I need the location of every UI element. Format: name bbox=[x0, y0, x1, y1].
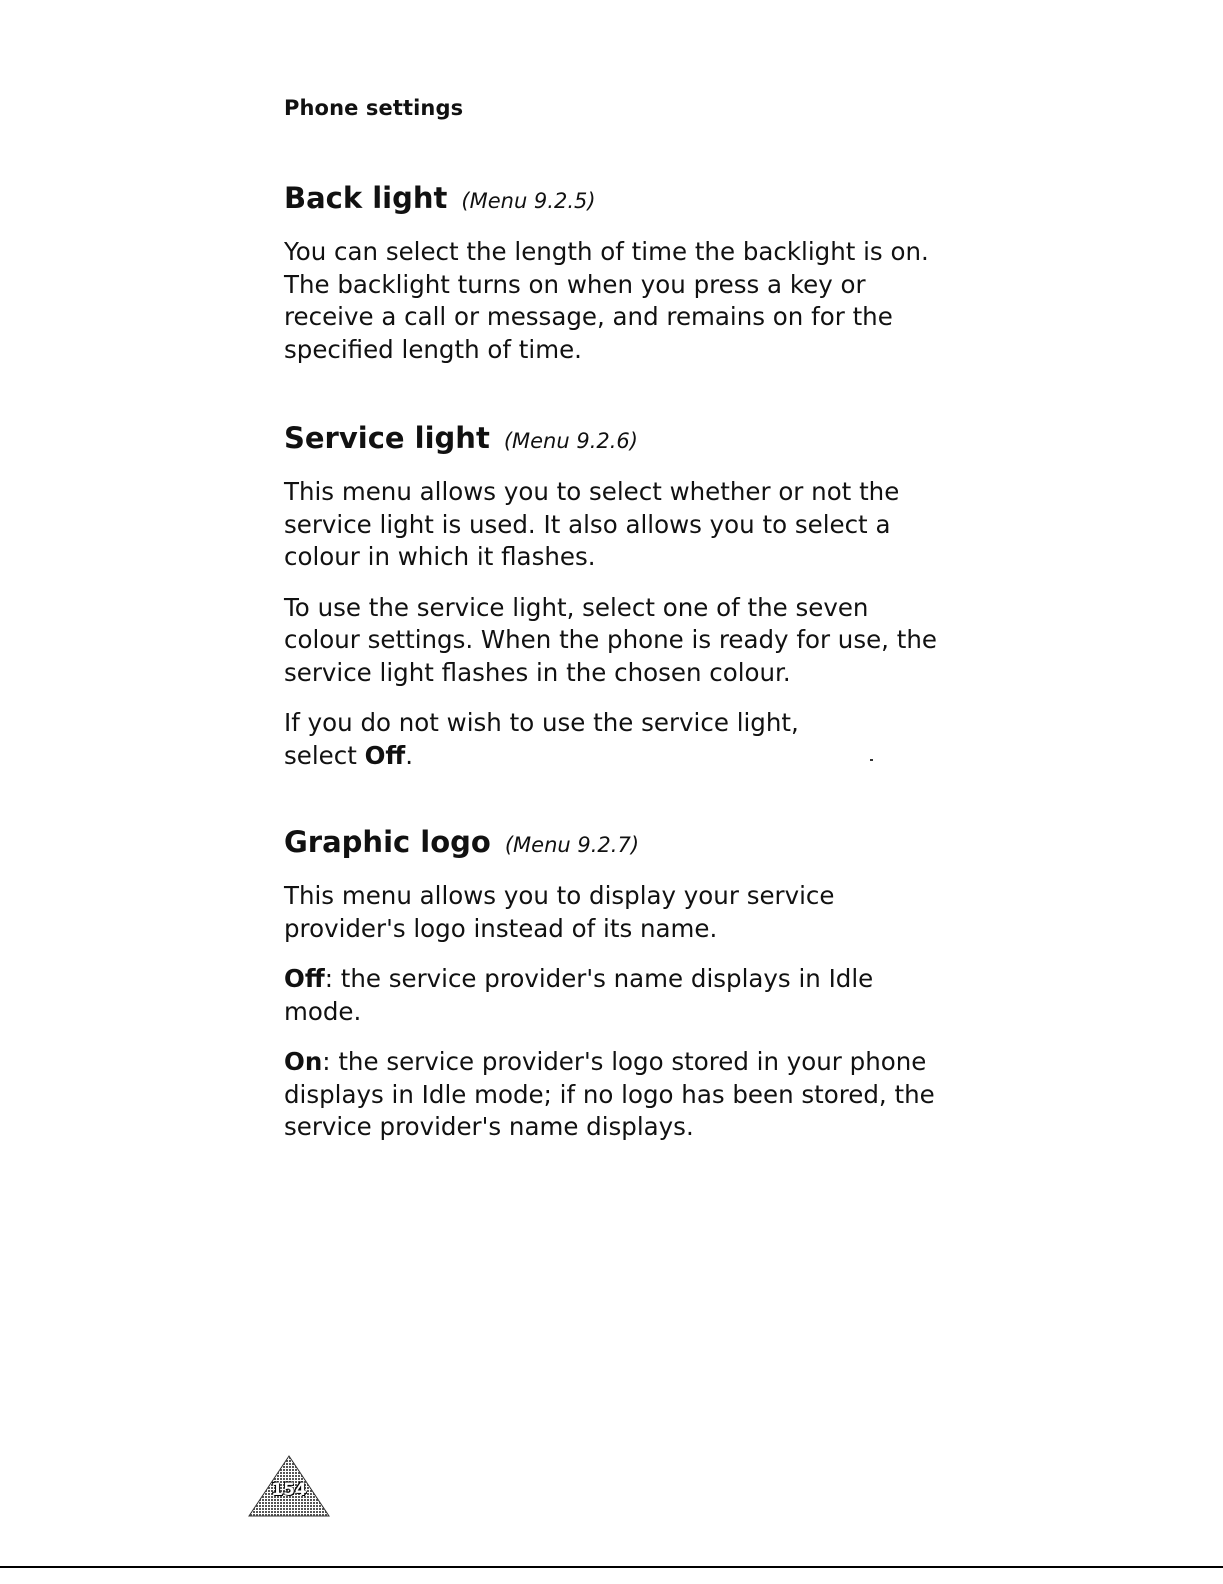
section-heading bbox=[284, 824, 944, 863]
paragraph: To use the service light, select one of the seven colour settings. When the phone is ready for use, the service light flashes in the chosen colour. bbox=[284, 592, 937, 687]
bottom-rule bbox=[0, 1566, 1223, 1568]
page-number: 154 bbox=[271, 1480, 307, 1500]
option-term: On bbox=[284, 1047, 323, 1076]
paragraph-text: If you do not wish to use the service light, bbox=[284, 708, 799, 737]
section-graphic-logo bbox=[284, 824, 944, 1144]
option-description: : the service provider's name displays in Idle mode. bbox=[284, 964, 874, 1026]
off-term: Off bbox=[364, 740, 406, 770]
select-suffix: . bbox=[405, 740, 414, 770]
scan-speck bbox=[870, 759, 873, 761]
option-on bbox=[284, 1046, 944, 1144]
option-off bbox=[284, 963, 944, 1028]
section-heading bbox=[284, 180, 944, 219]
paragraph: This menu allows you to display your service provider's logo instead of its name. bbox=[284, 881, 835, 943]
menu-reference: (Menu 9.2.6) bbox=[503, 429, 638, 453]
section-heading bbox=[284, 420, 944, 459]
menu-reference: (Menu 9.2.5) bbox=[461, 189, 596, 213]
running-header: Phone settings bbox=[284, 96, 464, 120]
heading-text: Graphic logo bbox=[284, 825, 491, 859]
paragraph: This menu allows you to select whether or not the service light is used. It also allows you to select a colour in which it flashes. bbox=[284, 477, 900, 571]
section-back-light bbox=[284, 180, 944, 366]
select-prefix: select bbox=[284, 740, 365, 770]
paragraph bbox=[284, 707, 944, 772]
menu-reference: (Menu 9.2.7) bbox=[504, 833, 640, 857]
heading-text: Service light bbox=[284, 421, 490, 455]
paragraph: You can select the length of time the backlight is on. The backlight turns on when you press a key or receive a call or message, and remains on for the specified length of time. bbox=[284, 237, 929, 364]
option-description: : the service provider's logo stored in your phone displays in Idle mode; if no logo has been stored, the service provider's name displays. bbox=[284, 1047, 935, 1141]
section-service-light bbox=[284, 420, 944, 772]
heading-text: Back light bbox=[284, 181, 448, 215]
option-term: Off bbox=[284, 964, 325, 993]
